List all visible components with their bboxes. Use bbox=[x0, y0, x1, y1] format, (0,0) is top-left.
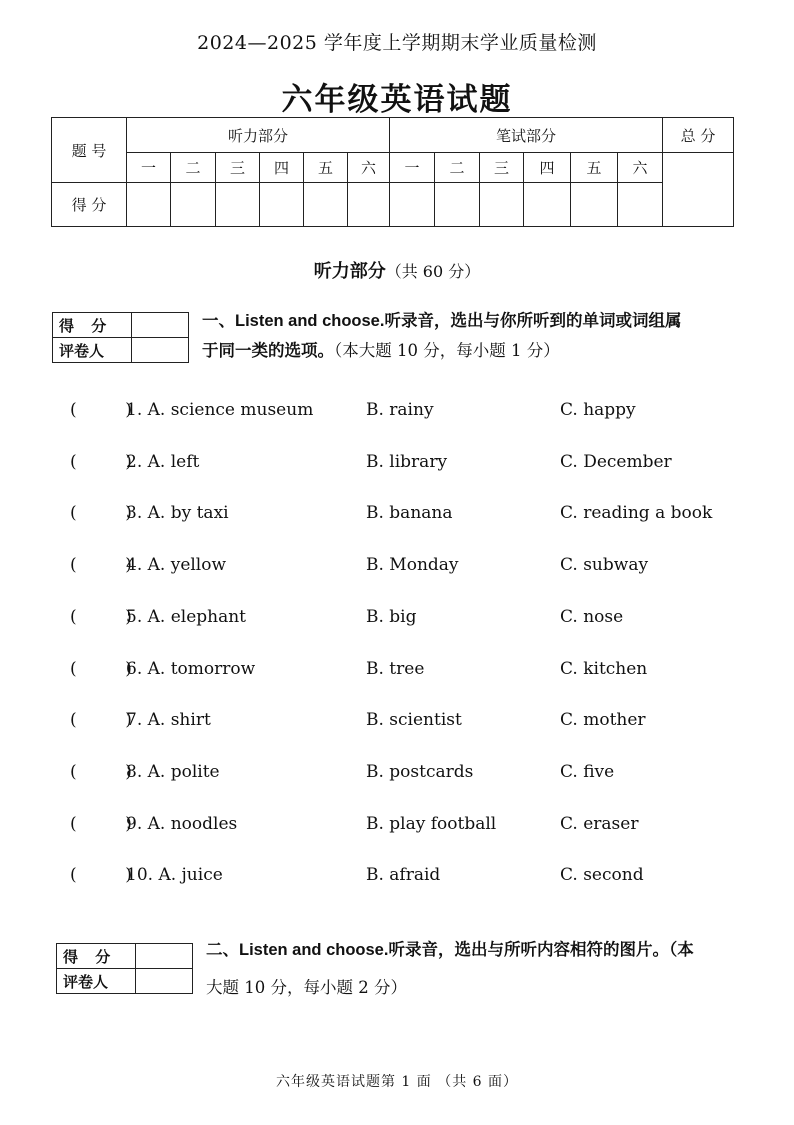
part1-heading-line1: 一、Listen and choose.听录音，选出与你所听到的单词或词组属 bbox=[202, 312, 682, 330]
option-a bbox=[126, 400, 313, 420]
grader-score-label: 得 分 bbox=[53, 313, 132, 338]
option-a bbox=[126, 503, 229, 523]
question-row bbox=[70, 555, 770, 581]
answer-blank[interactable]: ( ) bbox=[70, 761, 132, 782]
part1-heading bbox=[202, 306, 762, 366]
section-title-text: 听力部分 bbox=[313, 261, 386, 282]
score-label: 得 分 bbox=[52, 183, 127, 227]
option-b: B. postcards bbox=[366, 761, 474, 782]
option-c: C. kitchen bbox=[560, 658, 648, 679]
part1-heading-line2: 于同一类的选项。 bbox=[202, 342, 334, 360]
question-row bbox=[70, 762, 770, 788]
page-footer: 六年级英语试题第 1 面 （共 6 面） bbox=[275, 1074, 519, 1090]
score-cell[interactable] bbox=[127, 183, 171, 227]
option-a-text: A. elephant bbox=[147, 606, 247, 627]
exam-header: 2024—2025 学年度上学期期末学业质量检测 bbox=[197, 32, 597, 54]
option-c: C. December bbox=[560, 451, 672, 472]
col-header: 五 bbox=[304, 153, 348, 183]
col-header: 六 bbox=[348, 153, 390, 183]
option-a bbox=[126, 762, 220, 782]
grader-name-label: 评卷人 bbox=[53, 338, 132, 363]
option-a-text: A. science museum bbox=[147, 400, 314, 420]
option-a-text: A. noodles bbox=[147, 813, 238, 834]
option-b: B. tree bbox=[366, 658, 425, 679]
answer-blank[interactable]: ( ) bbox=[70, 503, 132, 524]
option-b: B. afraid bbox=[366, 865, 441, 886]
col-header: 一 bbox=[390, 153, 435, 183]
question-row bbox=[70, 865, 770, 891]
listening-header: 听力部分 bbox=[127, 118, 390, 153]
option-c: C. nose bbox=[560, 606, 624, 627]
answer-blank[interactable]: ( ) bbox=[70, 555, 132, 576]
answer-blank[interactable]: ( ) bbox=[70, 710, 132, 731]
exam-title: 六年级英语试题 bbox=[281, 82, 513, 118]
score-cell[interactable] bbox=[435, 183, 480, 227]
score-cell[interactable] bbox=[171, 183, 216, 227]
option-c: C. five bbox=[560, 761, 615, 782]
score-cell[interactable] bbox=[571, 183, 618, 227]
option-a-text: A. polite bbox=[147, 761, 220, 782]
col-header: 三 bbox=[480, 153, 524, 183]
score-cell[interactable] bbox=[390, 183, 435, 227]
question-number-label: 题 号 bbox=[52, 118, 127, 183]
option-a bbox=[126, 710, 211, 730]
answer-blank[interactable]: ( ) bbox=[70, 658, 132, 679]
option-c: C. happy bbox=[560, 400, 636, 420]
grader-score-cell[interactable] bbox=[132, 313, 189, 338]
option-a-text: A. left bbox=[147, 451, 200, 472]
question-number: 4. bbox=[126, 555, 148, 576]
question-row bbox=[70, 814, 770, 840]
col-header: 四 bbox=[260, 153, 304, 183]
total-score-cell[interactable] bbox=[663, 153, 734, 227]
question-row bbox=[70, 452, 770, 478]
option-b: B. scientist bbox=[366, 710, 462, 731]
question-number: 2. bbox=[126, 451, 148, 472]
option-a-text: A. yellow bbox=[147, 555, 227, 576]
col-header: 二 bbox=[435, 153, 480, 183]
question-row bbox=[70, 710, 770, 736]
col-header: 二 bbox=[171, 153, 216, 183]
col-header: 一 bbox=[127, 153, 171, 183]
part2-grader-box bbox=[56, 943, 193, 994]
option-b: B. rainy bbox=[366, 400, 434, 420]
grader-score-cell[interactable] bbox=[136, 944, 193, 969]
option-a bbox=[126, 865, 223, 885]
part2-heading-line2: 大题 10 分，每小题 2 分） bbox=[206, 978, 407, 997]
option-b: B. Monday bbox=[366, 555, 459, 576]
question-number: 1. bbox=[126, 400, 148, 420]
part2-heading-line1: 二、Listen and choose.听录音，选出与所听内容相符的图片。（本 bbox=[206, 941, 694, 959]
grader-score-label: 得 分 bbox=[57, 944, 136, 969]
score-cell[interactable] bbox=[216, 183, 260, 227]
score-cell[interactable] bbox=[480, 183, 524, 227]
option-c: C. eraser bbox=[560, 813, 639, 834]
question-number: 5. bbox=[126, 606, 148, 627]
total-label: 总 分 bbox=[663, 118, 734, 153]
option-b: B. big bbox=[366, 606, 417, 627]
question-number: 9. bbox=[126, 813, 148, 834]
option-b: B. banana bbox=[366, 503, 453, 524]
question-number: 6. bbox=[126, 658, 148, 679]
col-header: 三 bbox=[216, 153, 260, 183]
listening-section-title bbox=[0, 257, 794, 283]
option-a-text: A. juice bbox=[158, 865, 223, 886]
question-number: 7. bbox=[126, 710, 148, 731]
col-header: 六 bbox=[618, 153, 663, 183]
option-c: C. reading a book bbox=[560, 503, 713, 524]
option-a-text: A. by taxi bbox=[147, 503, 229, 524]
answer-blank[interactable]: ( ) bbox=[70, 451, 132, 472]
grader-name-label: 评卷人 bbox=[57, 969, 136, 994]
option-a-text: A. tomorrow bbox=[147, 658, 256, 679]
question-number: 10. bbox=[126, 865, 159, 886]
part2-heading bbox=[206, 931, 746, 1007]
option-a bbox=[126, 659, 255, 679]
question-row bbox=[70, 659, 770, 685]
score-cell[interactable] bbox=[348, 183, 390, 227]
question-number: 3. bbox=[126, 503, 148, 524]
option-a bbox=[126, 607, 246, 627]
score-cell[interactable] bbox=[524, 183, 571, 227]
answer-blank[interactable]: ( ) bbox=[70, 400, 132, 420]
option-c: C. subway bbox=[560, 555, 649, 576]
option-b: B. play football bbox=[366, 813, 497, 834]
answer-blank[interactable]: ( ) bbox=[70, 865, 132, 886]
section-points: （共 60 分） bbox=[385, 262, 481, 281]
option-a bbox=[126, 452, 199, 472]
question-row bbox=[70, 607, 770, 633]
answer-blank[interactable]: ( ) bbox=[70, 813, 132, 834]
grader-name-cell[interactable] bbox=[136, 969, 193, 994]
question-number: 8. bbox=[126, 761, 148, 782]
writing-header: 笔试部分 bbox=[390, 118, 663, 153]
option-a bbox=[126, 814, 237, 834]
score-table bbox=[51, 117, 734, 227]
part1-heading-note: （本大题 10 分，每小题 1 分） bbox=[334, 341, 560, 360]
option-c: C. mother bbox=[560, 710, 646, 731]
option-a bbox=[126, 555, 226, 575]
score-cell[interactable] bbox=[260, 183, 304, 227]
col-header: 五 bbox=[571, 153, 618, 183]
col-header: 四 bbox=[524, 153, 571, 183]
option-c: C. second bbox=[560, 865, 644, 886]
score-cell[interactable] bbox=[618, 183, 663, 227]
question-row bbox=[70, 503, 770, 529]
answer-blank[interactable]: ( ) bbox=[70, 606, 132, 627]
question-row bbox=[70, 400, 770, 426]
option-a-text: A. shirt bbox=[147, 710, 211, 731]
score-cell[interactable] bbox=[304, 183, 348, 227]
part1-grader-box bbox=[52, 312, 189, 363]
option-b: B. library bbox=[366, 451, 448, 472]
grader-name-cell[interactable] bbox=[132, 338, 189, 363]
